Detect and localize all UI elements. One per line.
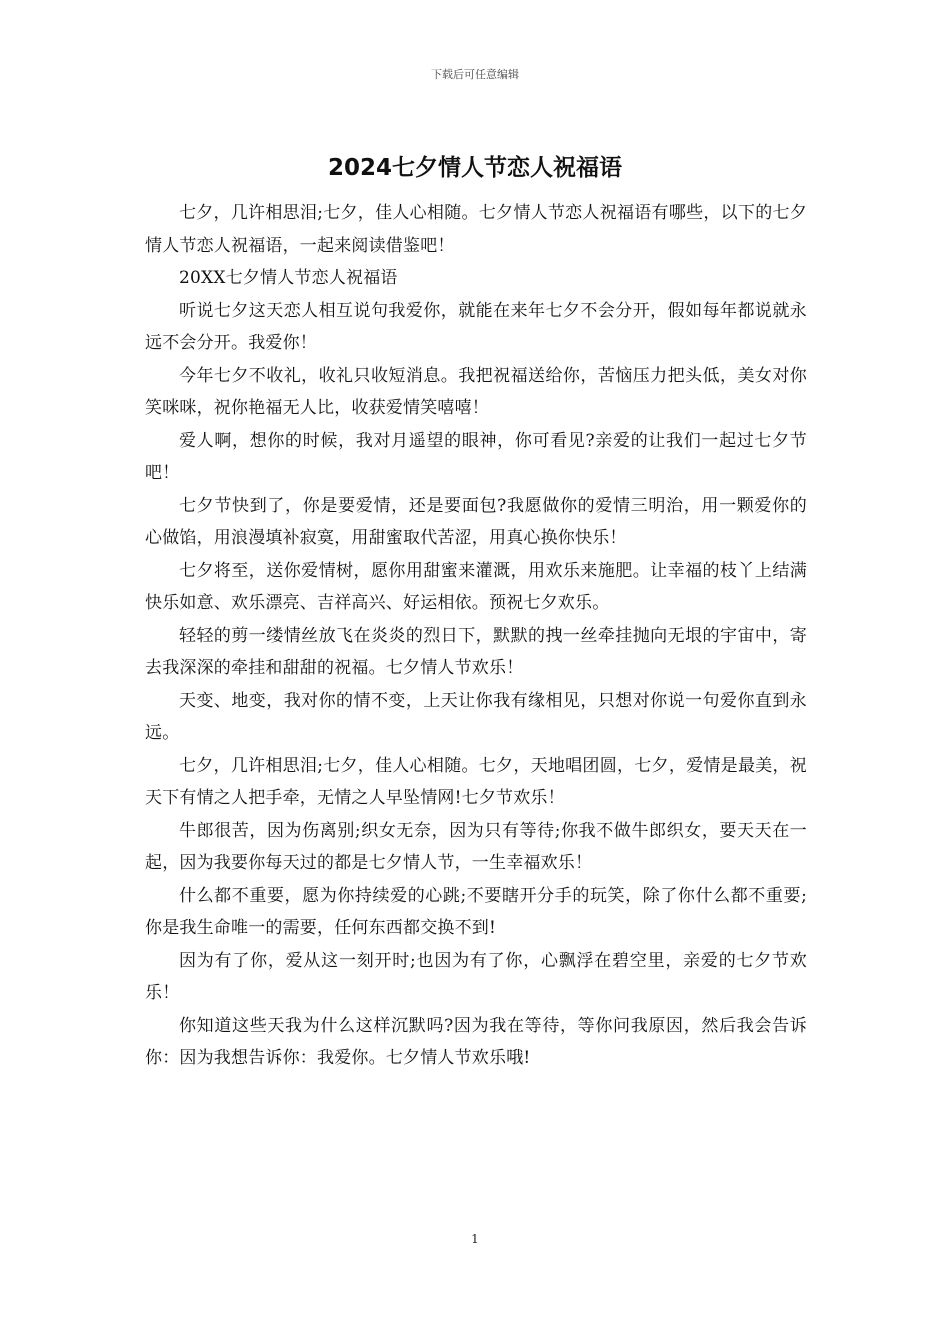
paragraph: 今年七夕不收礼，收礼只收短消息。我把祝福送给你，苦恼压力把头低，美女对你笑咪咪，祝你艳福无人比，收获爱情笑嘻嘻！ <box>145 365 807 418</box>
paragraph: 因为有了你，爱从这一刻开时;也因为有了你，心飘浮在碧空里，亲爱的七夕节欢乐！ <box>145 950 807 1003</box>
paragraph: 七夕将至，送你爱情树，愿你用甜蜜来灌溉，用欢乐来施肥。让幸福的枝丫上结满快乐如意、欢乐漂亮、吉祥高兴、好运相依。预祝七夕欢乐。 <box>145 560 807 613</box>
document-body <box>145 197 807 1075</box>
paragraph: 天变、地变，我对你的情不变，上天让你我有缘相见，只想对你说一句爱你直到永远。 <box>145 690 807 743</box>
section-heading: 20XX七夕情人节恋人祝福语 <box>179 268 398 288</box>
paragraph-intro: 七夕，几许相思泪;七夕，佳人心相随。七夕情人节恋人祝福语有哪些，以下的七夕情人节恋人祝福语，一起来阅读借鉴吧！ <box>145 203 807 256</box>
paragraph: 七夕，几许相思泪;七夕，佳人心相随。七夕，天地唱团圆，七夕，爱情是最美，祝天下有情之人把手牵，无情之人早坠情网!七夕节欢乐！ <box>145 755 807 808</box>
paragraph: 轻轻的剪一缕情丝放飞在炎炎的烈日下，默默的拽一丝牵挂抛向无垠的宇宙中，寄去我深深的牵挂和甜甜的祝福。七夕情人节欢乐！ <box>145 625 807 678</box>
paragraph: 牛郎很苦，因为伤离别;织女无奈，因为只有等待;你我不做牛郎织女，要天天在一起，因为我要你每天过的都是七夕情人节，一生幸福欢乐！ <box>145 820 807 873</box>
document-title: 2024七夕情人节恋人祝福语 <box>327 155 622 181</box>
paragraph: 听说七夕这天恋人相互说句我爱你，就能在来年七夕不会分开，假如每年都说就永远不会分开。我爱你！ <box>145 300 807 353</box>
paragraph: 七夕节快到了，你是要爱情，还是要面包?我愿做你的爱情三明治，用一颗爱你的心做馅，用浪漫填补寂寞，用甜蜜取代苦涩，用真心换你快乐！ <box>145 495 807 548</box>
paragraph: 你知道这些天我为什么这样沉默吗?因为我在等待，等你问我原因，然后我会告诉你：因为我想告诉你：我爱你。七夕情人节欢乐哦! <box>145 1015 807 1068</box>
paragraph: 爱人啊，想你的时候，我对月遥望的眼神，你可看见?亲爱的让我们一起过七夕节吧！ <box>145 430 807 483</box>
page-number: 1 <box>471 1232 479 1246</box>
header-note: 下载后可任意编辑 <box>431 68 519 81</box>
paragraph: 什么都不重要，愿为你持续爱的心跳;不要瞎开分手的玩笑，除了你什么都不重要;你是我生命唯一的需要，任何东西都交换不到! <box>145 885 807 938</box>
